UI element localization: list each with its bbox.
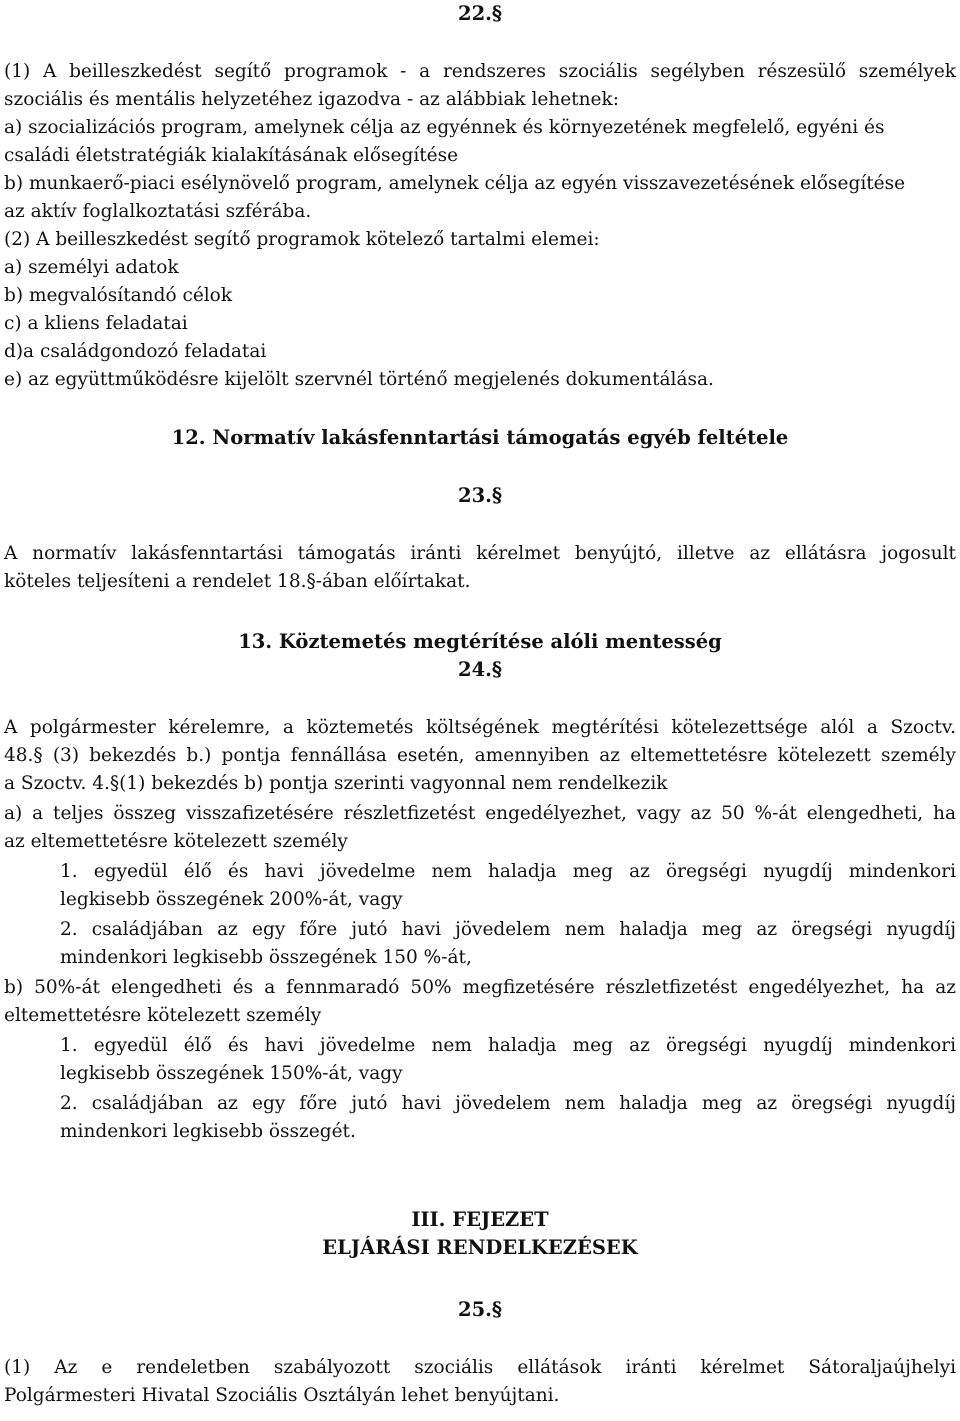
section-22-line: családi életstratégiák kialakításának elősegítése: [4, 145, 459, 166]
section-24-line: a) a teljes összeg visszafizetésére részletfizetést engedélyezhet, vagy az 50 %-át elengedheti, ha: [4, 803, 956, 824]
section-23-line: A normatív lakásfenntartási támogatás iránti kérelmet benyújtó, illetve az ellátásra jogosult: [4, 543, 956, 564]
section-24-line: 1. egyedül élő és havi jövedelme nem haladja meg az öregségi nyugdíj mindenkori: [60, 1035, 956, 1056]
section-25-line: (1) Az e rendeletben szabályozott szociális ellátások iránti kérelmet Sátoraljaújhelyi: [4, 1357, 956, 1378]
chapter-12-title: 12. Normatív lakásfenntartási támogatás egyéb feltétele: [171, 426, 789, 449]
section-24-line: A polgármester kérelemre, a köztemetés költségének megtérítési kötelezettsége alól a Szoctv.: [4, 717, 956, 738]
section-22-line: b) munkaerő-piaci esélynövelő program, amelynek célja az egyén visszavezetésének elősegítése: [4, 173, 906, 194]
section-22-number: 22.§: [458, 2, 503, 25]
section-23-number: 23.§: [458, 484, 503, 507]
section-25-number: 25.§: [458, 1298, 503, 1321]
section-22-line: (2) A beilleszkedést segítő programok kötelező tartalmi elemei:: [4, 229, 600, 250]
section-24-line: legkisebb összegének 150%-át, vagy: [60, 1063, 403, 1084]
chapter-III-title: III. FEJEZET: [411, 1208, 549, 1231]
section-22-line: szociális és mentális helyzetéhez igazodva - az alábbiak lehetnek:: [4, 89, 619, 110]
section-22-line: e) az együttműködésre kijelölt szervnél történő megjelenés dokumentálása.: [4, 369, 714, 390]
section-24-line: 2. családjában az egy főre jutó havi jövedelem nem haladja meg az öregségi nyugdíj: [60, 919, 956, 940]
section-22-line: c) a kliens feladatai: [4, 313, 188, 334]
chapter-III-subtitle: ELJÁRÁSI RENDELKEZÉSEK: [322, 1236, 638, 1259]
section-22-line: d)a családgondozó feladatai: [4, 341, 267, 362]
section-24-line: 2. családjában az egy főre jutó havi jövedelem nem haladja meg az öregségi nyugdíj: [60, 1093, 956, 1114]
section-24-line: eltemettetésre kötelezett személy: [4, 1005, 322, 1026]
section-24-line: mindenkori legkisebb összegének 150 %-át,: [60, 947, 472, 968]
section-24-number: 24.§: [458, 658, 503, 681]
chapter-13-title: 13. Köztemetés megtérítése alóli mentesség: [238, 630, 722, 653]
section-22-line: az aktív foglalkoztatási szférába.: [4, 201, 312, 222]
section-22-line: a) személyi adatok: [4, 257, 179, 278]
section-22-line: a) szocializációs program, amelynek célja az egyénnek és környezetének megfelelő, egyéni és: [4, 117, 885, 138]
section-24-line: az eltemettetésre kötelezett személy: [4, 831, 348, 852]
section-22-line: b) megvalósítandó célok: [4, 285, 233, 306]
section-24-line: 1. egyedül élő és havi jövedelme nem haladja meg az öregségi nyugdíj mindenkori: [60, 861, 956, 882]
section-23-line: köteles teljesíteni a rendelet 18.§-ában előírtakat.: [4, 571, 471, 592]
section-24-line: legkisebb összegének 200%-át, vagy: [60, 889, 403, 910]
section-24-line: a Szoctv. 4.§(1) bekezdés b) pontja szerinti vagyonnal nem rendelkezik: [4, 773, 668, 794]
section-24-line: b) 50%-át elengedheti és a fennmaradó 50% megfizetésére részletfizetést engedélyezhet, ha az: [4, 977, 956, 998]
section-24-line: 48.§ (3) bekezdés b.) pontja fennállása esetén, amennyiben az eltemettetésre kötelezett személy: [4, 745, 956, 766]
section-24-line: mindenkori legkisebb összegét.: [60, 1121, 356, 1142]
section-25-line: Polgármesteri Hivatal Szociális Osztályán lehet benyújtani.: [4, 1385, 560, 1406]
section-22-line: (1) A beilleszkedést segítő programok - a rendszeres szociális segélyben részesülő személyek: [4, 61, 956, 82]
